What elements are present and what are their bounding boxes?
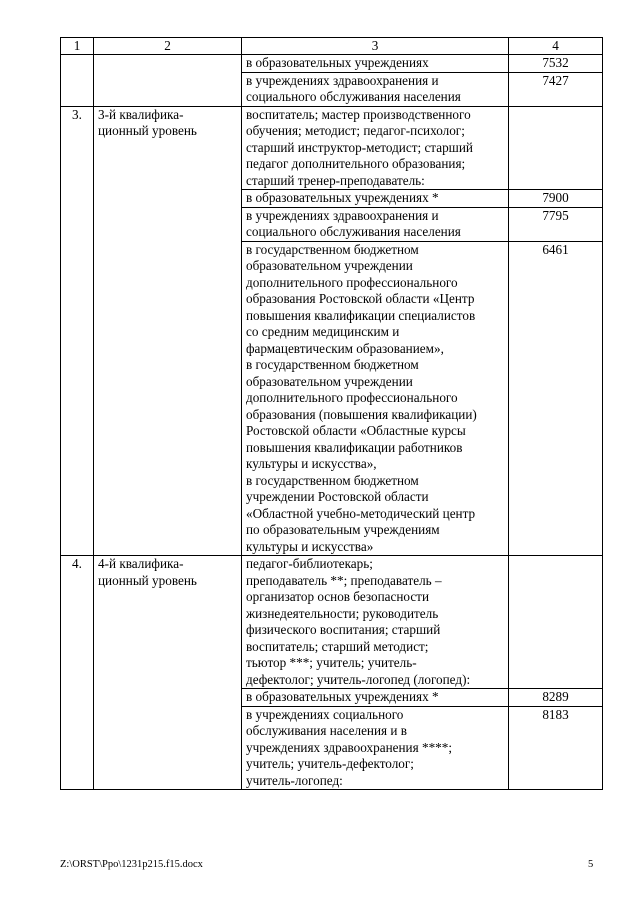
footer-file-path: Z:\ORST\Ppo\1231p215.f15.docx <box>60 859 203 870</box>
salary-value: 7532 <box>509 55 603 73</box>
header-col-4: 4 <box>509 38 603 55</box>
salary-value: 7900 <box>509 190 603 208</box>
position-description: в учреждениях социального обслуживания населения и в учреждениях здравоохранения ****; учитель; учитель-дефектолог; учитель-логопед: <box>242 706 509 790</box>
salary-value <box>509 556 603 689</box>
table-row <box>61 55 603 73</box>
header-row <box>61 38 603 55</box>
salary-value: 8183 <box>509 706 603 790</box>
table-body <box>61 38 603 790</box>
header-col-2: 2 <box>94 38 242 55</box>
footer-page-number: 5 <box>588 859 594 870</box>
row-number <box>61 55 94 107</box>
position-description: в образовательных учреждениях <box>242 55 509 73</box>
salary-table <box>60 37 603 790</box>
table-row <box>61 106 603 190</box>
qualification-level <box>94 55 242 107</box>
position-description: в образовательных учреждениях * <box>242 689 509 707</box>
position-description: воспитатель; мастер производственного обучения; методист; педагог-психолог; старший инструктор-методист; старший педагог дополнительного образования; старший тренер-преподаватель: <box>242 106 509 190</box>
position-description: в образовательных учреждениях * <box>242 190 509 208</box>
salary-value: 8289 <box>509 689 603 707</box>
position-description: педагог-библиотекарь; преподаватель **; преподаватель – организатор основ безопасности жизнедеятельности; руководитель физического воспитания; старший воспитатель; старший методист; тьютор ***; учитель; учитель- дефектолог; учитель-логопед (логопед): <box>242 556 509 689</box>
salary-value: 7427 <box>509 72 603 106</box>
row-number: 3. <box>61 106 94 556</box>
row-number: 4. <box>61 556 94 790</box>
salary-value <box>509 106 603 190</box>
salary-value: 7795 <box>509 207 603 241</box>
header-col-1: 1 <box>61 38 94 55</box>
qualification-level: 4-й квалифика- ционный уровень <box>94 556 242 790</box>
table-row <box>61 556 603 689</box>
qualification-level: 3-й квалифика- ционный уровень <box>94 106 242 556</box>
position-description: в учреждениях здравоохранения и социального обслуживания населения <box>242 72 509 106</box>
header-col-3: 3 <box>242 38 509 55</box>
position-description: в государственном бюджетном образовательном учреждении дополнительного профессионального образования Ростовской области «Центр повышения квалификации специалистов со средним медицинским и фармацевтическим образованием», в государственном бюджетном образовательном учреждении дополнительного профессионального образования (повышения квалификации) Ростовской области «Областные курсы повышения квалификации работников культуры и искусства», в государственном бюджетном учреждении Ростовской области «Областной учебно-методический центр по образовательным учреждениям культуры и искусства» <box>242 241 509 556</box>
position-description: в учреждениях здравоохранения и социального обслуживания населения <box>242 207 509 241</box>
salary-value: 6461 <box>509 241 603 556</box>
